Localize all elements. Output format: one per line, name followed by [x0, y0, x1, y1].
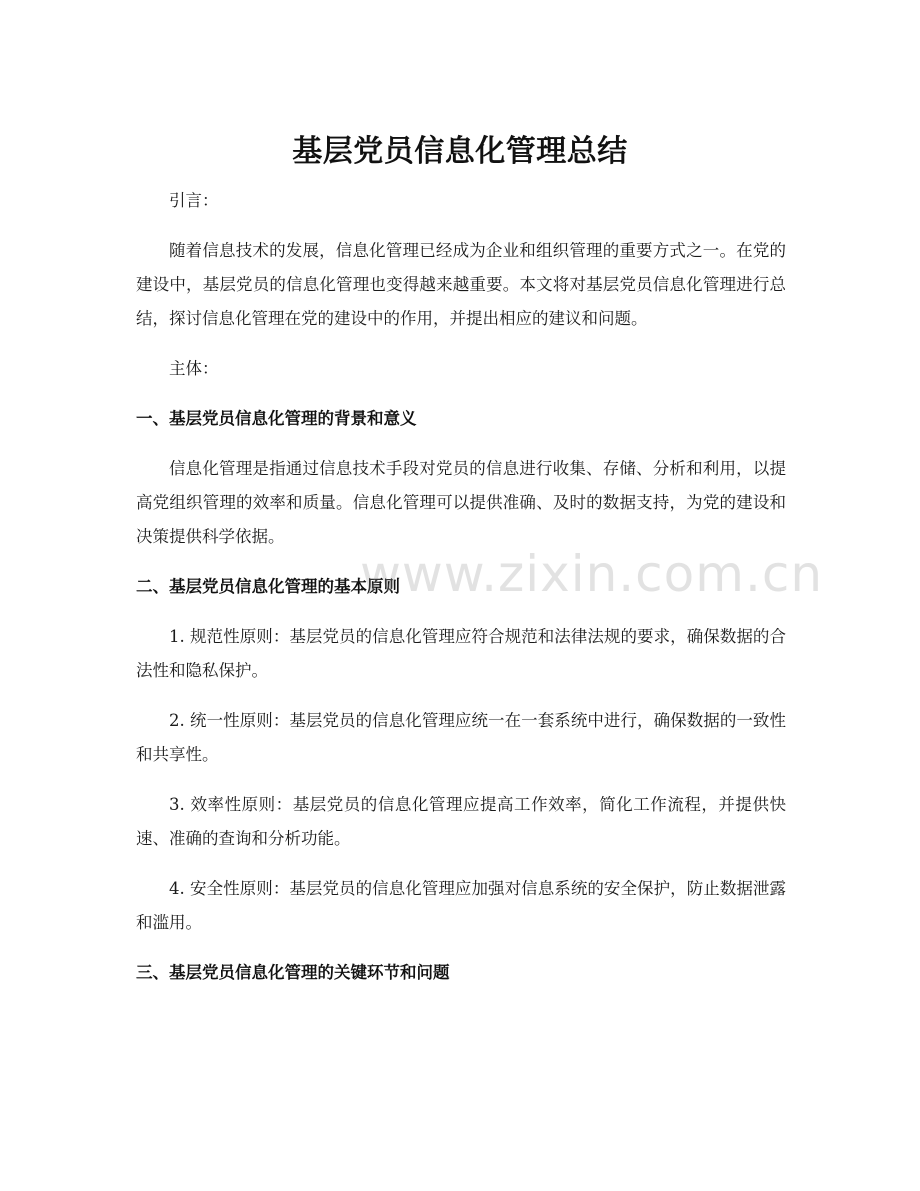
intro-paragraph: 随着信息技术的发展，信息化管理已经成为企业和组织管理的重要方式之一。在党的建设中，基层党员的信息化管理也变得越来越重要。本文将对基层党员信息化管理进行总结，探讨信息化管理在党的建设中的作用，并提出相应的建议和问题。: [136, 241, 786, 328]
section-3-heading: 三、基层党员信息化管理的关键环节和问题: [136, 963, 450, 982]
body-label: 主体：: [169, 359, 219, 378]
intro-label: 引言：: [169, 191, 219, 210]
principle-item-1: 1. 规范性原则：基层党员的信息化管理应符合规范和法律法规的要求，确保数据的合法性和隐私保护。: [136, 627, 786, 680]
document-body: [136, 184, 786, 1006]
document-title: 基层党员信息化管理总结: [292, 134, 628, 170]
section-2-heading: 二、基层党员信息化管理的基本原则: [136, 577, 400, 596]
section-1-heading: 一、基层党员信息化管理的背景和意义: [136, 409, 417, 428]
principle-item-2: 2. 统一性原则：基层党员的信息化管理应统一在一套系统中进行，确保数据的一致性和共享性。: [136, 711, 786, 764]
section-1-paragraph: 信息化管理是指通过信息技术手段对党员的信息进行收集、存储、分析和利用，以提高党组织管理的效率和质量。信息化管理可以提供准确、及时的数据支持，为党的建设和决策提供科学依据。: [136, 459, 786, 546]
principle-item-3: 3. 效率性原则：基层党员的信息化管理应提高工作效率，简化工作流程，并提供快速、准确的查询和分析功能。: [136, 795, 786, 848]
watermark: www.zixin.com.cn: [360, 545, 824, 603]
principle-item-4: 4. 安全性原则：基层党员的信息化管理应加强对信息系统的安全保护，防止数据泄露和滥用。: [136, 879, 786, 932]
